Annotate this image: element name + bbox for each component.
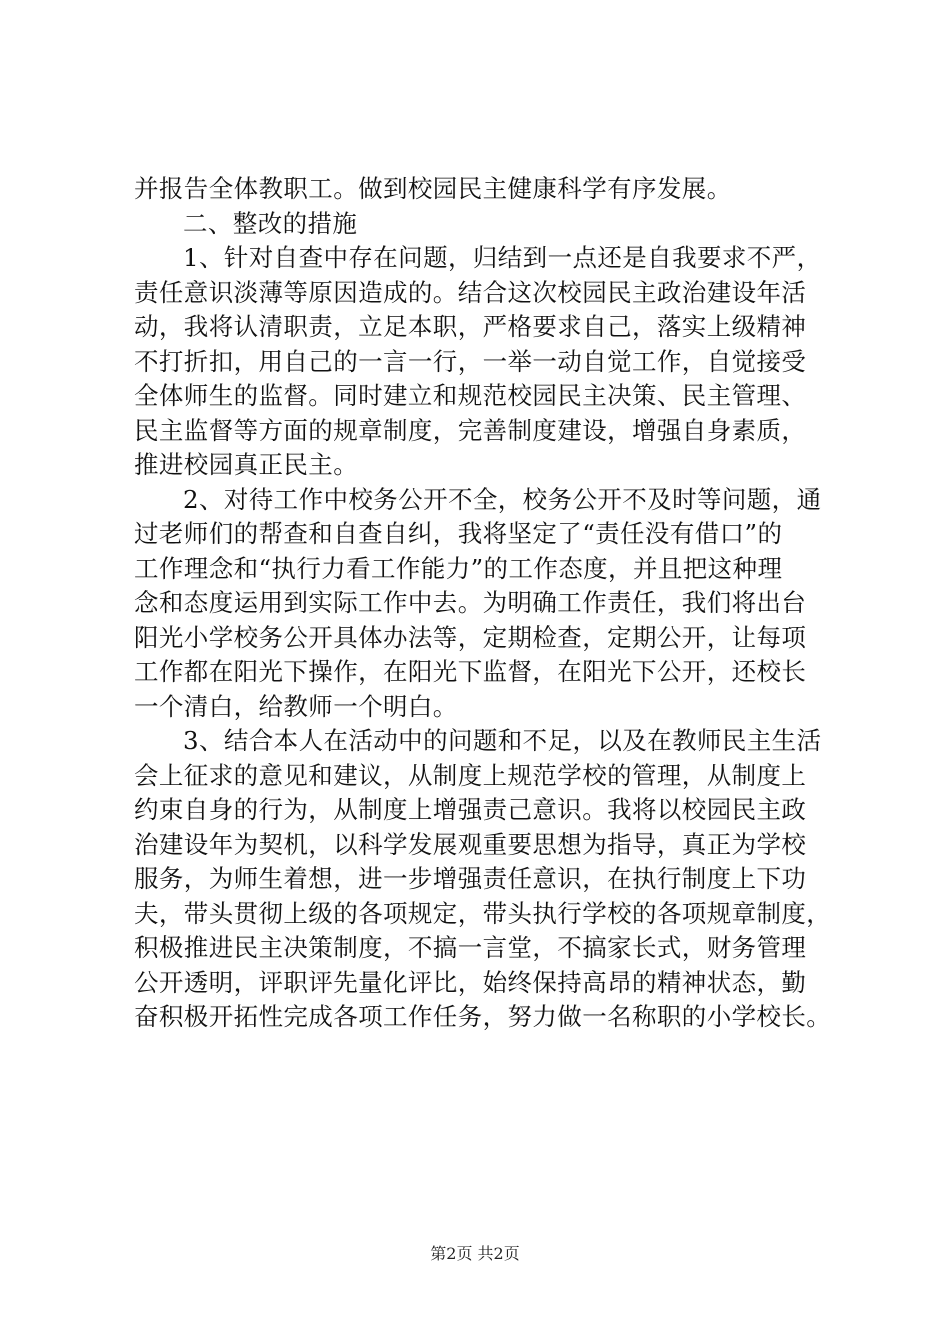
paragraph-3-start: 3、结合本人在活动中的问题和不足，以及在教师民主生活 — [183, 726, 822, 755]
text-line: 全体师生的监督。同时建立和规范校园民主决策、民主管理、 — [134, 381, 807, 410]
text-line: 奋积极开拓性完成各项工作任务，努力做一名称职的小学校长。 — [134, 1002, 832, 1031]
text-line: 约束自身的行为，从制度上增强责己意识。我将以校园民主政 — [134, 795, 807, 824]
text-line: 公开透明，评职评先量化评比，始终保持高昂的精神状态，勤 — [134, 967, 807, 997]
text-line: 推进校园真正民主。 — [134, 450, 359, 479]
paragraph-2-start: 2、对待工作中校务公开不全，校务公开不及时等问题，通 — [183, 484, 822, 514]
text-line: 一个清白，给教师一个明白。 — [134, 691, 458, 721]
text-line: 民主监督等方面的规章制度，完善制度建设，增强自身素质， — [134, 415, 807, 445]
text-line: 动，我将认清职责，立足本职，严格要求自己，落实上级精神 — [134, 312, 807, 341]
text-line: 阳光小学校务公开具体办法等，定期检查，定期公开，让每项 — [134, 622, 807, 652]
text-line: 夫，带头贯彻上级的各项规定，带头执行学校的各项规章制度， — [134, 898, 832, 928]
text-line: 过老师们的帮查和自查自纠，我将坚定了“责任没有借口”的 — [134, 519, 783, 548]
text-line: 并报告全体教职工。做到校园民主健康科学有序发展。 — [134, 174, 732, 203]
text-line: 服务，为师生着想，进一步增强责任意识，在执行制度上下功 — [134, 864, 807, 893]
paragraph-1-start: 1、针对自查中存在问题，归结到一点还是自我要求不严， — [183, 243, 822, 272]
text-line: 不打折扣，用自己的一言一行，一举一动自觉工作，自觉接受 — [134, 346, 807, 376]
text-line: 责任意识淡薄等原因造成的。结合这次校园民主政治建设年活 — [134, 277, 807, 307]
text-line: 工作都在阳光下操作，在阳光下监督，在阳光下公开，还校长 — [134, 657, 807, 686]
text-line: 工作理念和“执行力看工作能力”的工作态度，并且把这种理 — [134, 553, 783, 583]
text-line: 念和态度运用到实际工作中去。为明确工作责任，我们将出台 — [134, 588, 807, 617]
text-line: 会上征求的意见和建议，从制度上规范学校的管理，从制度上 — [134, 760, 807, 790]
section-heading: 二、整改的措施 — [183, 208, 358, 238]
document-body — [134, 172, 854, 1035]
text-line: 积极推进民主决策制度，不搞一言堂，不搞家长式，财务管理 — [134, 933, 807, 962]
text-line: 治建设年为契机，以科学发展观重要思想为指导，真正为学校 — [134, 829, 807, 859]
page-number-footer: 第2页 共2页 — [430, 1244, 520, 1263]
